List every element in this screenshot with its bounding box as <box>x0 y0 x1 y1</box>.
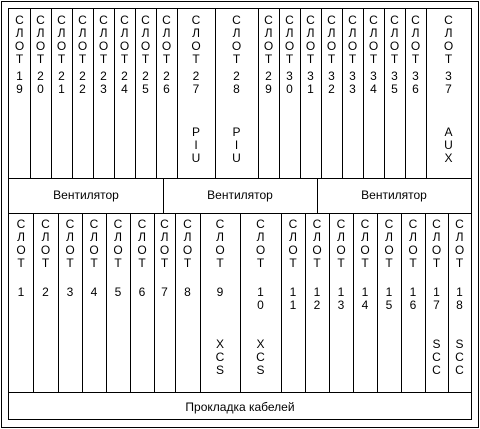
slot-24-number: 2 4 <box>121 69 128 96</box>
slot-29-name: С Л О Т <box>263 13 274 66</box>
slot-4-number: 4 <box>90 285 98 299</box>
slot-5-name: С Л О Т <box>113 217 123 270</box>
slot-11-number: 1 1 <box>289 285 297 312</box>
slot-1-number: 1 <box>17 285 25 299</box>
slot-29-number: 2 9 <box>265 69 272 96</box>
slot-26-number: 2 6 <box>163 69 170 96</box>
slot-17-role: S C C <box>432 337 441 377</box>
slot-25-name: С Л О Т <box>140 13 151 66</box>
slot-23-number: 2 3 <box>100 69 107 96</box>
slot-27-role: P I U <box>191 125 201 165</box>
slot-4-name: С Л О Т <box>89 217 99 270</box>
slot-7-name: С Л О Т <box>159 217 170 270</box>
slot-23-name: С Л О Т <box>98 13 109 66</box>
slot-24-name: С Л О Т <box>119 13 130 66</box>
slot-6-number: 6 <box>138 285 146 299</box>
slot-33-number: 3 3 <box>349 69 356 96</box>
slot-15-name: С Л О Т <box>384 217 394 270</box>
slot-31-name: С Л О Т <box>305 13 316 66</box>
slot-10-role: X C S <box>256 337 265 377</box>
slot-28-name: С Л О Т <box>231 13 242 66</box>
slot-19-name: С Л О Т <box>14 13 25 66</box>
slot-13-number: 1 3 <box>337 285 345 312</box>
slot-22-name: С Л О Т <box>77 13 88 66</box>
slot-18-number: 1 8 <box>456 285 463 312</box>
slot-5-number: 5 <box>114 285 122 299</box>
slot-13-name: С Л О Т <box>336 217 346 270</box>
slot-18-role: S C C <box>455 337 464 377</box>
slot-36-number: 3 6 <box>412 69 419 96</box>
slot-34-name: С Л О Т <box>368 13 379 66</box>
slot-32-number: 3 2 <box>328 69 335 96</box>
slot-12-name: С Л О Т <box>312 217 322 270</box>
slot-1-name: С Л О Т <box>16 217 26 270</box>
slot-31-number: 3 1 <box>307 69 314 96</box>
slot-10-name: С Л О Т <box>255 217 266 270</box>
slot-14-name: С Л О Т <box>360 217 370 270</box>
slot-21-name: С Л О Т <box>56 13 67 66</box>
slot-37-number: 3 7 <box>445 69 452 96</box>
slot-28-role: P I U <box>232 125 241 165</box>
slot-17-name: С Л О Т <box>431 217 442 270</box>
slot-15-number: 1 5 <box>385 285 393 312</box>
slot-20-number: 2 0 <box>37 69 44 96</box>
slot-28-number: 2 8 <box>233 69 240 96</box>
slot-16-name: С Л О Т <box>408 217 418 270</box>
slot-8-number: 8 <box>184 285 191 299</box>
slot-25-number: 2 5 <box>142 69 149 96</box>
slot-3-name: С Л О Т <box>65 217 75 270</box>
fan-middle: Вентилятор <box>207 188 273 202</box>
slot-12-number: 1 2 <box>313 285 321 312</box>
slot-35-name: С Л О Т <box>389 13 400 66</box>
slot-30-number: 3 0 <box>286 69 293 96</box>
slot-17-number: 1 7 <box>433 285 440 312</box>
slot-14-number: 1 4 <box>361 285 369 312</box>
slot-32-name: С Л О Т <box>326 13 337 66</box>
slot-21-number: 2 1 <box>58 69 65 96</box>
slot-3-number: 3 <box>66 285 74 299</box>
slot-2-name: С Л О Т <box>40 217 51 270</box>
slot-33-name: С Л О Т <box>347 13 358 66</box>
slot-30-name: С Л О Т <box>284 13 295 66</box>
slot-37-role: A U X <box>444 125 453 165</box>
slot-6-name: С Л О Т <box>137 217 147 270</box>
slot-7-number: 7 <box>161 285 168 299</box>
slot-19-number: 1 9 <box>16 69 23 96</box>
slot-9-number: 9 <box>216 285 224 299</box>
slot-2-number: 2 <box>42 285 49 299</box>
slot-11-name: С Л О Т <box>288 217 298 270</box>
slot-26-name: С Л О Т <box>161 13 172 66</box>
slot-34-number: 3 4 <box>370 69 377 96</box>
fan-right: Вентилятор <box>361 188 427 202</box>
slot-27-name: С Л О Т <box>191 13 201 66</box>
slot-9-name: С Л О Т <box>215 217 225 270</box>
slot-9-role: X C S <box>215 337 225 377</box>
slot-36-name: С Л О Т <box>410 13 421 66</box>
slot-16-number: 1 6 <box>409 285 417 312</box>
slot-20-name: С Л О Т <box>35 13 46 66</box>
cable-tray-label: Прокладка кабелей <box>185 400 295 414</box>
slot-10-number: 1 0 <box>257 285 264 312</box>
slot-18-name: С Л О Т <box>454 217 465 270</box>
fan-left: Вентилятор <box>53 188 119 202</box>
slot-35-number: 3 5 <box>391 69 398 96</box>
slot-22-number: 2 2 <box>79 69 86 96</box>
slot-27-number: 2 7 <box>192 69 200 96</box>
slot-8-name: С Л О Т <box>182 217 193 270</box>
slot-37-name: С Л О Т <box>443 13 454 66</box>
